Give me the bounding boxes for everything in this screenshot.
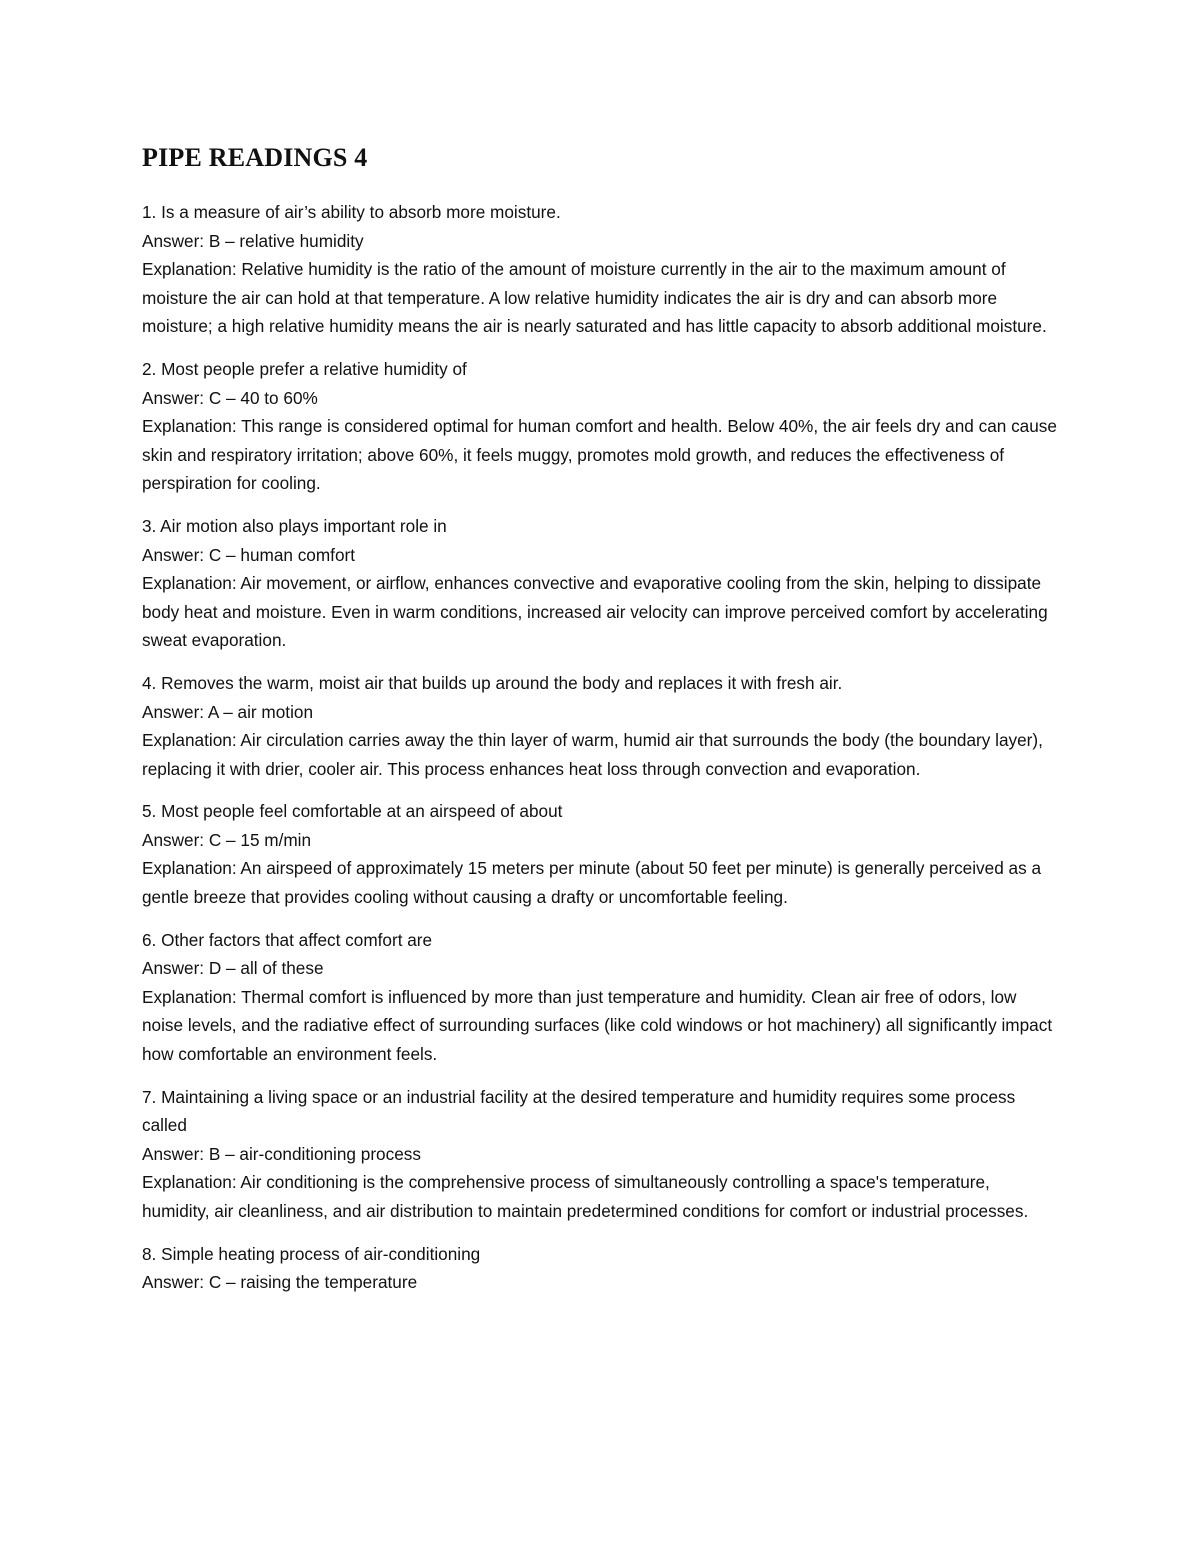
question-text: 8. Simple heating process of air-conditioning xyxy=(142,1243,481,1264)
explanation-text: Explanation: An airspeed of approximately 15 meters per minute (about 50 feet per minute) is generally perceived as a gentle breeze that provides cooling without causing a drafty or uncomfortable feeling. xyxy=(142,858,1042,908)
answer-text: Answer: C – 40 to 60% xyxy=(142,387,318,408)
explanation-text: Explanation: Thermal comfort is influenced by more than just temperature and humidity. Clean air free of odors, low noise levels, and the radiative effect of surrounding surfaces (like cold windows or hot machinery) all significantly impact how comfortable an environment feels. xyxy=(142,986,1053,1065)
qa-item-8 xyxy=(142,1240,1062,1297)
answer-text: Answer: D – all of these xyxy=(142,958,324,979)
answer-text: Answer: A – air motion xyxy=(142,701,314,722)
explanation-text: Explanation: Air circulation carries away the thin layer of warm, humid air that surrounds the body (the boundary layer), replacing it with drier, cooler air. This process enhances heat loss through convection and evaporation. xyxy=(142,730,1043,779)
question-text: 7. Maintaining a living space or an industrial facility at the desired temperature and humidity requires some process called xyxy=(142,1086,1016,1136)
qa-item-3 xyxy=(142,512,1062,655)
question-text: 1. Is a measure of air’s ability to absorb more moisture. xyxy=(142,202,561,222)
qa-item-6 xyxy=(142,926,1062,1069)
question-text: 5. Most people feel comfortable at an airspeed of about xyxy=(142,801,563,822)
answer-text: Answer: C – 15 m/min xyxy=(142,829,312,850)
question-text: 2. Most people prefer a relative humidity of xyxy=(142,358,467,379)
explanation-text: Explanation: This range is considered optimal for human comfort and health. Below 40%, the air feels dry and can cause skin and respiratory irritation; above 60%, it feels muggy, promotes mold growth, and reduces the effectiveness of perspiration for cooling. xyxy=(142,416,1057,494)
qa-item-4 xyxy=(142,669,1062,783)
qa-item-2 xyxy=(142,355,1062,498)
question-text: 3. Air motion also plays important role in xyxy=(142,515,447,536)
answer-text: Answer: B – relative humidity xyxy=(142,230,364,251)
answer-text: Answer: B – air-conditioning process xyxy=(142,1143,421,1164)
question-text: 4. Removes the warm, moist air that builds up around the body and replaces it with fresh air. xyxy=(142,672,843,693)
explanation-text: Explanation: Air conditioning is the comprehensive process of simultaneously controlling a space's temperature, humidity, air cleanliness, and air distribution to maintain predetermined conditions for comfort or industrial processes. xyxy=(142,1172,1029,1221)
qa-item-5 xyxy=(142,797,1062,911)
qa-item-7 xyxy=(142,1083,1062,1226)
question-text: 6. Other factors that affect comfort are xyxy=(142,929,433,950)
answer-text: Answer: C – raising the temperature xyxy=(142,1272,418,1293)
document-title: PIPE READINGS 4 xyxy=(142,143,368,172)
document-body xyxy=(142,140,1062,1311)
qa-item-1 xyxy=(142,198,1062,341)
answer-text: Answer: C – human comfort xyxy=(142,544,356,565)
explanation-text: Explanation: Relative humidity is the ratio of the amount of moisture currently in the air to the maximum amount of moisture the air can hold at that temperature. A low relative humidity indicates the air is dry and can absorb more moisture; a high relative humidity means the air is nearly saturated and has little capacity to absorb additional moisture. xyxy=(142,259,1047,337)
explanation-text: Explanation: Air movement, or airflow, enhances convective and evaporative cooling from the skin, helping to dissipate body heat and moisture. Even in warm conditions, increased air velocity can improve perceived comfort by accelerating sweat evaporation. xyxy=(142,573,1048,651)
